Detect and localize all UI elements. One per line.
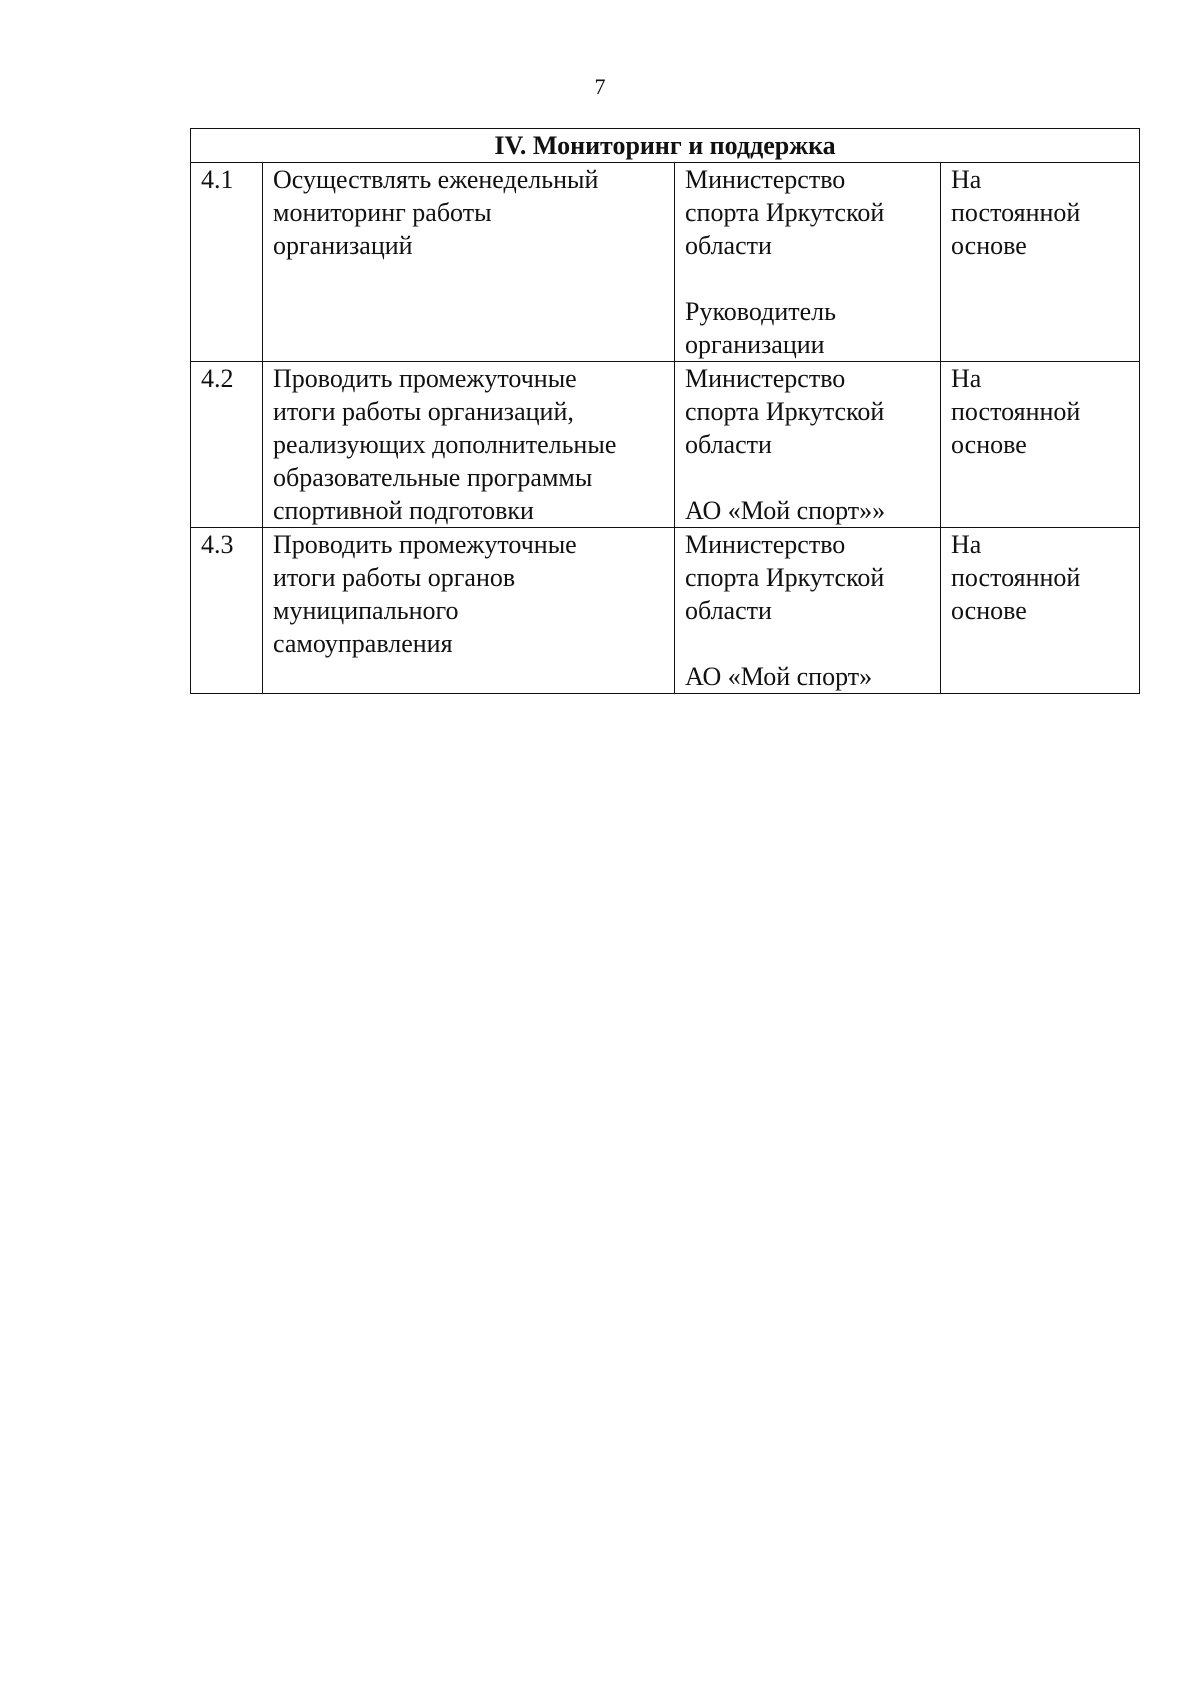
deadline-line: основе <box>951 430 1027 459</box>
table-row <box>191 528 1140 694</box>
action-cell <box>263 528 675 694</box>
table-row <box>191 362 1140 528</box>
action-line: итоги работы органов <box>273 563 516 592</box>
responsible-cell <box>675 362 941 528</box>
deadline-line: На <box>951 364 982 393</box>
deadline-line: постоянной <box>951 198 1081 227</box>
deadline-line: На <box>951 165 982 194</box>
responsible-line: Руководитель <box>685 297 836 326</box>
monitoring-table <box>190 128 1140 694</box>
responsible-line: Министерство <box>685 530 846 559</box>
responsible-line: области <box>685 231 772 260</box>
responsible-line: спорта Иркутской <box>685 198 885 227</box>
responsible-line: организации <box>685 330 825 359</box>
deadline-line: постоянной <box>951 563 1081 592</box>
responsible-line: спорта Иркутской <box>685 563 885 592</box>
responsible-line: Министерство <box>685 165 846 194</box>
action-cell <box>263 163 675 362</box>
responsible-line: Министерство <box>685 364 846 393</box>
section-title: IV. Мониторинг и поддержка <box>191 129 1140 163</box>
row-number: 4.2 <box>191 362 263 528</box>
spacer <box>685 627 930 660</box>
action-line: Проводить промежуточные <box>273 530 577 559</box>
deadline-cell <box>941 528 1140 694</box>
responsible-line: области <box>685 430 772 459</box>
responsible-line: области <box>685 596 772 625</box>
action-line: мониторинг работы <box>273 198 492 227</box>
action-line: самоуправления <box>273 629 453 658</box>
action-line: муниципального <box>273 596 459 625</box>
action-line: образовательные программы <box>273 463 593 492</box>
spacer <box>685 461 930 494</box>
responsible-cell <box>675 163 941 362</box>
action-line: реализующих дополнительные <box>273 430 617 459</box>
responsible-cell <box>675 528 941 694</box>
action-line: итоги работы организаций, <box>273 397 574 426</box>
section-header-row <box>191 129 1140 163</box>
action-line: Осуществлять еженедельный <box>273 165 599 194</box>
deadline-cell <box>941 362 1140 528</box>
row-number: 4.3 <box>191 528 263 694</box>
deadline-cell <box>941 163 1140 362</box>
deadline-line: постоянной <box>951 397 1081 426</box>
deadline-line: основе <box>951 231 1027 260</box>
responsible-line: АО «Мой спорт»» <box>685 496 886 525</box>
deadline-line: основе <box>951 596 1027 625</box>
responsible-line: спорта Иркутской <box>685 397 885 426</box>
table-row <box>191 163 1140 362</box>
action-line: организаций <box>273 231 413 260</box>
spacer <box>685 262 930 295</box>
responsible-line: АО «Мой спорт» <box>685 662 873 691</box>
action-cell <box>263 362 675 528</box>
deadline-line: На <box>951 530 982 559</box>
action-line: Проводить промежуточные <box>273 364 577 393</box>
action-line: спортивной подготовки <box>273 496 534 525</box>
page-number: 7 <box>594 74 606 99</box>
row-number: 4.1 <box>191 163 263 362</box>
